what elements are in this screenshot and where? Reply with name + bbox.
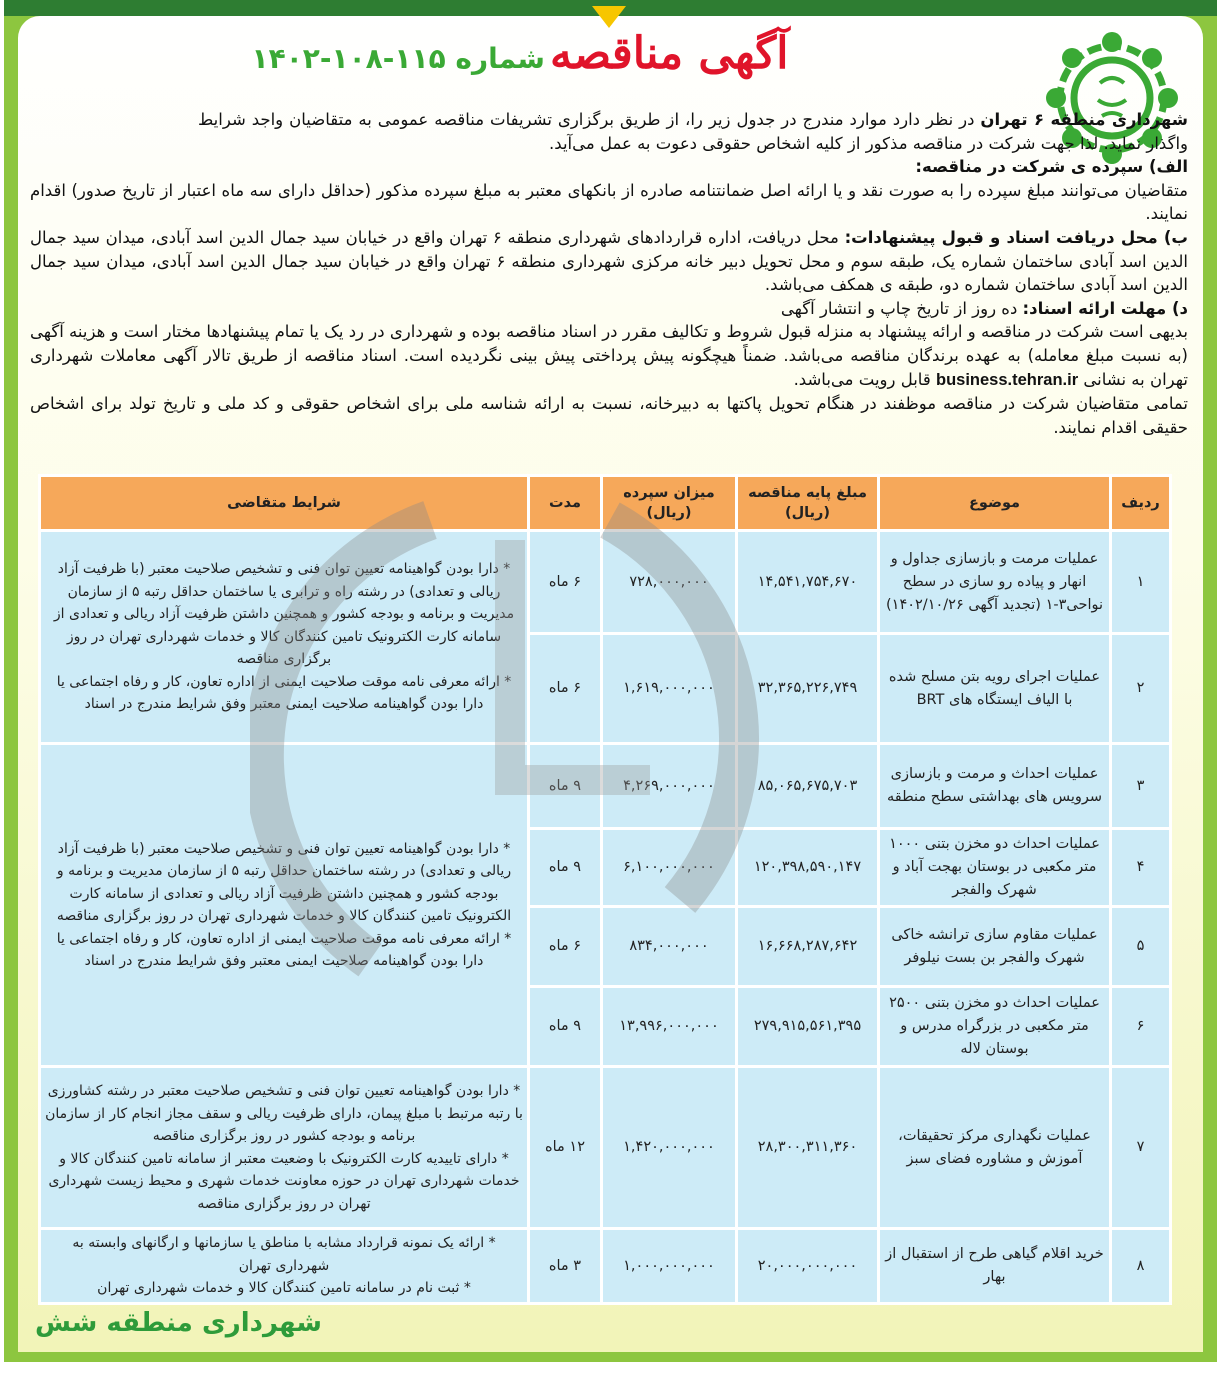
section-a-text: متقاضیان می‌توانند مبلغ سپرده را به صورت نقد و یا ارائه اصل ضمانتنامه صادره از بانکهای معتبر به مبلغ سپرده مذکور (حداقل دارای سه ماه اعتبار از تاریخ صدور) اقدام نمایند. xyxy=(30,180,1188,224)
tender-table xyxy=(38,474,1172,1305)
row-deposit: ۶,۱۰۰,۰۰۰,۰۰۰ xyxy=(602,829,737,907)
row-subject: عملیات احداث دو مخزن بتنی ۲۵۰۰ متر مکعبی در بزرگراه مدرس و بوستان لاله xyxy=(879,987,1111,1067)
section-a-title xyxy=(30,155,1188,179)
condition-item: * ثبت نام در سامانه تامین کنندگان کالا و خدمات شهرداری تهران xyxy=(97,1280,471,1297)
row-base-price: ۱۴,۵۴۱,۷۵۴,۶۷۰ xyxy=(737,531,879,634)
row-base-price: ۲۰,۰۰۰,۰۰۰,۰۰۰ xyxy=(737,1229,879,1304)
row-base-price: ۱۶,۶۶۸,۲۸۷,۶۴۲ xyxy=(737,907,879,987)
row-deposit: ۷۲۸,۰۰۰,۰۰۰ xyxy=(602,531,737,634)
condition-item: * دارا بودن گواهینامه تعیین توان فنی و تشخیص صلاحیت معتبر (با ظرفیت آزاد ریالی و تعدادی) در رشته ساختمان حداقل رتبه ۵ از سازمان مدیریت و برنامه و بودجه کشور و همچنین داشتن ظرفیت آزاد ریالی و تعدادی از سامانه کارت الکترونیک تامین کنندگان کالا و خدمات شهرداری تهران در روز برگزاری مناقصه xyxy=(56,840,512,924)
row-subject: عملیات نگهداری مرکز تحقیقات، آموزش و مشاوره فضای سبز xyxy=(879,1067,1111,1229)
condition-item: * ارائه معرفی نامه موقت صلاحیت ایمنی از اداره تعاون، کار و رفاه اجتماعی یا دارا بودن گواهینامه صلاحیت ایمنی معتبر وفق شرایط مندرج در اسناد xyxy=(56,673,512,713)
row-subject: عملیات احداث و مرمت و بازسازی سرویس های بهداشتی سطح منطقه xyxy=(879,744,1111,829)
table-row xyxy=(40,744,1171,829)
header-row-number: ردیف xyxy=(1111,476,1171,531)
section-b xyxy=(30,226,1188,297)
row-number: ۳ xyxy=(1111,744,1171,829)
tender-number: شماره ۱۱۵-۱۰۸-۱۴۰۲ xyxy=(251,42,545,75)
table-row xyxy=(40,531,1171,634)
row-number: ۷ xyxy=(1111,1067,1171,1229)
row-number: ۱ xyxy=(1111,531,1171,634)
title-main: آگهی مناقصه xyxy=(550,28,789,79)
row-conditions xyxy=(40,1229,529,1304)
row-duration: ۶ ماه xyxy=(529,634,602,744)
row-subject: عملیات مرمت و بازسازی جداول و انهار و پیاده رو سازی در سطح نواحی۳-۱ (تجدید آگهی ۱۴۰۲/۱۰/۲۶) xyxy=(879,531,1111,634)
condition-item: * دارا بودن گواهینامه تعیین توان فنی و تشخیص صلاحیت معتبر در رشته کشاورزی با رتبه مرتبط با مبلغ پیمان، دارای ظرفیت ریالی و سقف مجاز انجام کار از سازمان برنامه و بودجه کشور در روز برگزاری مناقصه xyxy=(45,1083,523,1144)
intro-paragraph xyxy=(198,108,1188,155)
row-conditions xyxy=(40,1067,529,1229)
row-subject: عملیات اجرای رویه بتن مسلح شده با الیاف ایستگاه های BRT xyxy=(879,634,1111,744)
terms-end: قابل رویت می‌باشد. xyxy=(793,369,936,389)
row-number: ۴ xyxy=(1111,829,1171,907)
row-conditions xyxy=(40,531,529,744)
table-row xyxy=(40,1067,1171,1229)
row-base-price: ۲۸,۳۰۰,۳۱۱,۳۶۰ xyxy=(737,1067,879,1229)
row-base-price: ۸۵,۰۶۵,۶۷۵,۷۰۳ xyxy=(737,744,879,829)
section-d xyxy=(30,297,1188,321)
footer-signature: شهرداری منطقه شش xyxy=(35,1308,322,1338)
condition-item: * دارا بودن گواهینامه تعیین توان فنی و تشخیص صلاحیت معتبر (با ظرفیت آزاد ریالی و تعدادی) در رشته راه و ترابری یا ساختمان حداقل رتبه ۵ از سازمان مدیریت و برنامه و بودجه کشور و همچنین داشتن ظرفیت آزاد ریالی و تعدادی از سامانه کارت الکترونیک تامین کنندگان کالا و خدمات شهرداری تهران در روز برگزاری مناقصه xyxy=(53,561,515,668)
row-duration: ۹ ماه xyxy=(529,987,602,1067)
header-base-price: مبلغ پایه مناقصه (ریال) xyxy=(737,476,879,531)
row-number: ۲ xyxy=(1111,634,1171,744)
row-base-price: ۱۲۰,۳۹۸,۵۹۰,۱۴۷ xyxy=(737,829,879,907)
section-d-text: ده روز از تاریخ چاپ و انتشار آگهی xyxy=(780,298,1023,318)
row-number: ۶ xyxy=(1111,987,1171,1067)
row-conditions xyxy=(40,744,529,1067)
terms-paragraph xyxy=(30,320,1188,392)
header-subject: موضوع xyxy=(879,476,1111,531)
page-title xyxy=(250,28,790,98)
section-b-text: محل دریافت، اداره قراردادهای شهرداری منطقه ۶ تهران واقع در خیابان سید جمال الدین اسد آبادی، میدان سید جمال الدین اسد آبادی ساختمان شماره یک، طبقه سوم و محل تحویل دبیر خانه مرکزی شهرداری منطقه ۶ تهران واقع در خیابان سید جمال الدین اسد آبادی، میدان سید جمال الدین اسد آبادی ساختمان شماره دو، طبقه ی همکف می‌باشد. xyxy=(30,227,1188,295)
row-subject: عملیات مقاوم سازی ترانشه خاکی شهرک والفجر بن بست نیلوفر xyxy=(879,907,1111,987)
terms-text: بدیهی است شرکت در مناقصه و ارائه پیشنهاد به منزله قبول شروط و تکالیف مقرر در اسناد مناقصه بوده و شهرداری در رد یک یا تمام پیشنهادها مختار است و هزینه آگهی (به نسبت مبلغ معامله) به عهده برندگان مناقصه می‌باشد. ضمناً هیچگونه پیش پرداختی پیش بینی نگردیده است. اسناد مناقصه از طریق تالار آگهی معاملات شهرداری تهران به نشانی xyxy=(30,322,1188,389)
row-deposit: ۱,۰۰۰,۰۰۰,۰۰۰ xyxy=(602,1229,737,1304)
row-number: ۵ xyxy=(1111,907,1171,987)
triangle-marker-icon xyxy=(592,6,626,28)
row-deposit: ۱۳,۹۹۶,۰۰۰,۰۰۰ xyxy=(602,987,737,1067)
row-base-price: ۳۲,۳۶۵,۲۲۶,۷۴۹ xyxy=(737,634,879,744)
condition-item: * دارای تاییدیه کارت الکترونیک با وضعیت معتبر از سامانه تامین کنندگان کالا و خدمات شهرداری تهران در حوزه معاونت خدمات شهری و محیط زیست شهرداری تهران در روز برگزاری مناقصه xyxy=(48,1150,520,1212)
row-duration: ۶ ماه xyxy=(529,531,602,634)
announcement-body xyxy=(30,108,1188,439)
row-deposit: ۱,۶۱۹,۰۰۰,۰۰۰ xyxy=(602,634,737,744)
row-subject: عملیات احداث دو مخزن بتنی ۱۰۰۰ متر مکعبی در بوستان بهجت آباد و شهرک والفجر xyxy=(879,829,1111,907)
row-duration: ۹ ماه xyxy=(529,744,602,829)
row-subject: خرید اقلام گیاهی طرح از استقبال از بهار xyxy=(879,1229,1111,1304)
section-b-heading: ب) محل دریافت اسناد و قبول پیشنهادات: xyxy=(844,227,1188,247)
table-header-row xyxy=(40,476,1171,531)
section-d-heading: د) مهلت ارائه اسناد: xyxy=(1022,298,1188,318)
row-deposit: ۴,۲۶۹,۰۰۰,۰۰۰ xyxy=(602,744,737,829)
row-duration: ۶ ماه xyxy=(529,907,602,987)
section-a-heading: الف) سپرده ی شرکت در مناقصه: xyxy=(915,157,1188,177)
id-paragraph: تمامی متقاضیان شرکت در مناقصه موظفند در هنگام تحویل پاکتها به دبیرخانه، نسبت به ارائه شناسه ملی برای اشخاص حقوقی و کد ملی و تاریخ تولد برای اشخاص حقیقی اقدام نمایند. xyxy=(30,394,1188,437)
table-row xyxy=(40,1229,1171,1304)
row-deposit: ۸۳۴,۰۰۰,۰۰۰ xyxy=(602,907,737,987)
row-number: ۸ xyxy=(1111,1229,1171,1304)
row-duration: ۱۲ ماه xyxy=(529,1067,602,1229)
header-deposit: میزان سپرده (ریال) xyxy=(602,476,737,531)
business-url-link[interactable]: business.tehran.ir xyxy=(935,370,1079,389)
row-base-price: ۲۷۹,۹۱۵,۵۶۱,۳۹۵ xyxy=(737,987,879,1067)
intro-text: در نظر دارد موارد مندرج در جدول زیر را، از طریق برگزاری تشریفات مناقصه عمومی به متقاضیان واجد شرایط واگذار نماید. لذا جهت شرکت در مناقصه مذکور از کلیه اشخاص حقوقی دعوت به عمل می‌آید. xyxy=(198,110,1188,153)
row-deposit: ۱,۴۲۰,۰۰۰,۰۰۰ xyxy=(602,1067,737,1229)
row-duration: ۳ ماه xyxy=(529,1229,602,1304)
header-duration: مدت xyxy=(529,476,602,531)
header-conditions: شرایط متقاضی xyxy=(40,476,529,531)
row-duration: ۹ ماه xyxy=(529,829,602,907)
intro-org: شهرداری منطقه ۶ تهران xyxy=(980,110,1188,129)
condition-item: * ارائه معرفی نامه موقت صلاحیت ایمنی از اداره تعاون، کار و رفاه اجتماعی یا دارا بودن گواهینامه صلاحیت ایمنی معتبر وفق شرایط مندرج در اسناد xyxy=(56,930,512,969)
condition-item: * ارائه یک نمونه قرارداد مشابه با مناطق یا سازمانها و ارگانهای وابسته به شهرداری تهران xyxy=(72,1235,496,1274)
